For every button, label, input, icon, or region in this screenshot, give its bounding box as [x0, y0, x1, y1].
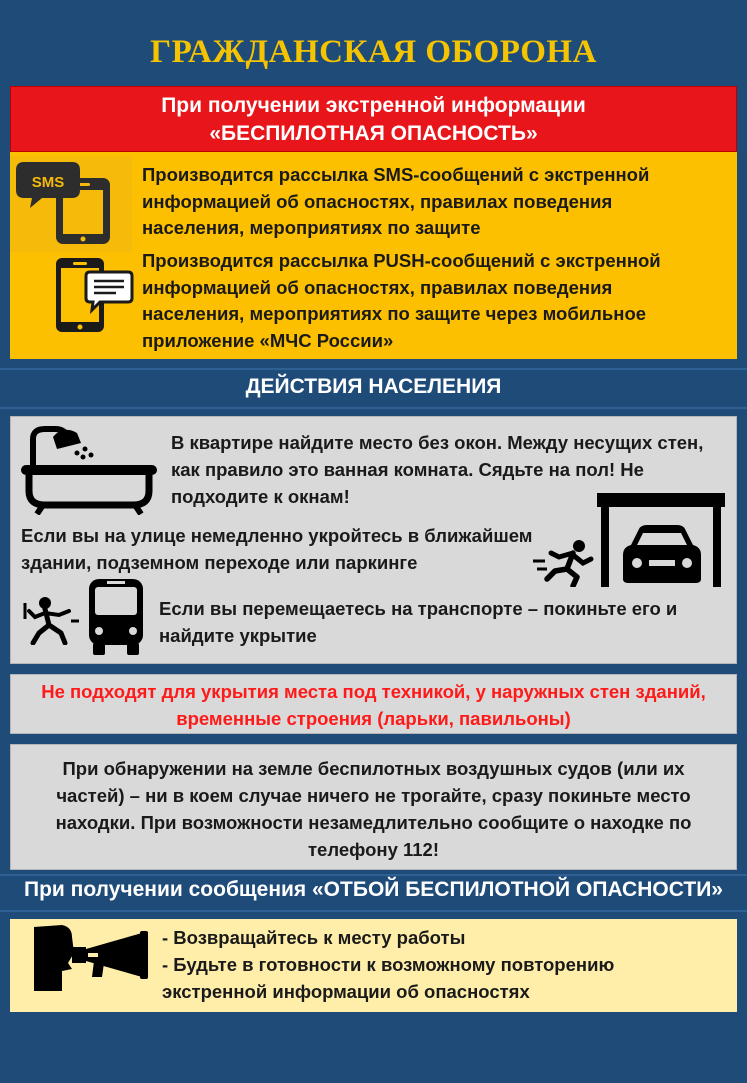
- apartment-text: В квартире найдите место без окон. Между несущих стен, как правило это ванная комната. Сядьте на пол! Не подходите к окнам!: [171, 432, 704, 507]
- all-clear-panel: [10, 919, 737, 1012]
- warning-text: Не подходят для укрытия места под техникой, у наружных стен зданий, временные строения (ларьки, павильоны): [41, 681, 706, 729]
- alert-line-1: При получении экстренной информации: [161, 94, 586, 117]
- all-clear-item-2: - Будьте в готовности к возможному повторению экстренной информации об опасностях: [162, 954, 615, 1002]
- actions-heading: ДЕЙСТВИЯ НАСЕЛЕНИЯ: [245, 375, 502, 398]
- running-person-icon: [533, 539, 597, 587]
- divider: [0, 874, 747, 876]
- divider: [0, 910, 747, 912]
- page-title: ГРАЖДАНСКАЯ ОБОРОНА: [150, 34, 597, 70]
- warning-panel: [10, 674, 737, 734]
- sms-icon-label: SMS: [31, 174, 65, 191]
- push-text: Производится рассылка PUSH-сообщений с экстренной информацией об опасностях, правилах поведения населения, мероприятиях по защите через мобильное приложение «МЧС России»: [142, 250, 661, 351]
- all-clear-heading: При получении сообщения «ОТБОЙ БЕСПИЛОТНОЙ ОПАСНОСТИ»: [24, 878, 723, 901]
- sms-text: Производится рассылка SMS-сообщений с экстренной информацией об опасностях, правилах поведения населения, мероприятиях по защите: [142, 164, 650, 238]
- sms-phone-icon: [10, 156, 132, 252]
- alert-banner: [10, 86, 737, 152]
- alert-line-2: «БЕСПИЛОТНАЯ ОПАСНОСТЬ»: [209, 122, 538, 145]
- parking-garage-car-icon: [597, 493, 727, 589]
- megaphone-icon: [32, 923, 158, 993]
- transport-text: Если вы перемещаетесь на транспорте – покиньте его и найдите укрытие: [159, 598, 678, 646]
- person-exit-icon: [23, 595, 79, 645]
- bus-icon: [87, 577, 145, 657]
- all-clear-item-1: - Возвращайтесь к месту работы: [162, 927, 466, 948]
- notifications-panel: [10, 152, 737, 359]
- bathtub-icon: [19, 423, 159, 515]
- actions-panel: [10, 416, 737, 664]
- divider: [0, 407, 747, 409]
- street-text: Если вы на улице немедленно укройтесь в ближайшем здании, подземном переходе или паркинге: [21, 525, 533, 573]
- drone-notice-text: При обнаружении на земле беспилотных воздушных судов (или их частей) – ни в коем случае ничего не трогайте, сразу покиньте место находки. При возможности незамедлительно сообщите о находке по телефону 112!: [55, 758, 692, 860]
- drone-notice-panel: [10, 744, 737, 870]
- phone-message-icon: [54, 256, 134, 336]
- divider: [0, 368, 747, 370]
